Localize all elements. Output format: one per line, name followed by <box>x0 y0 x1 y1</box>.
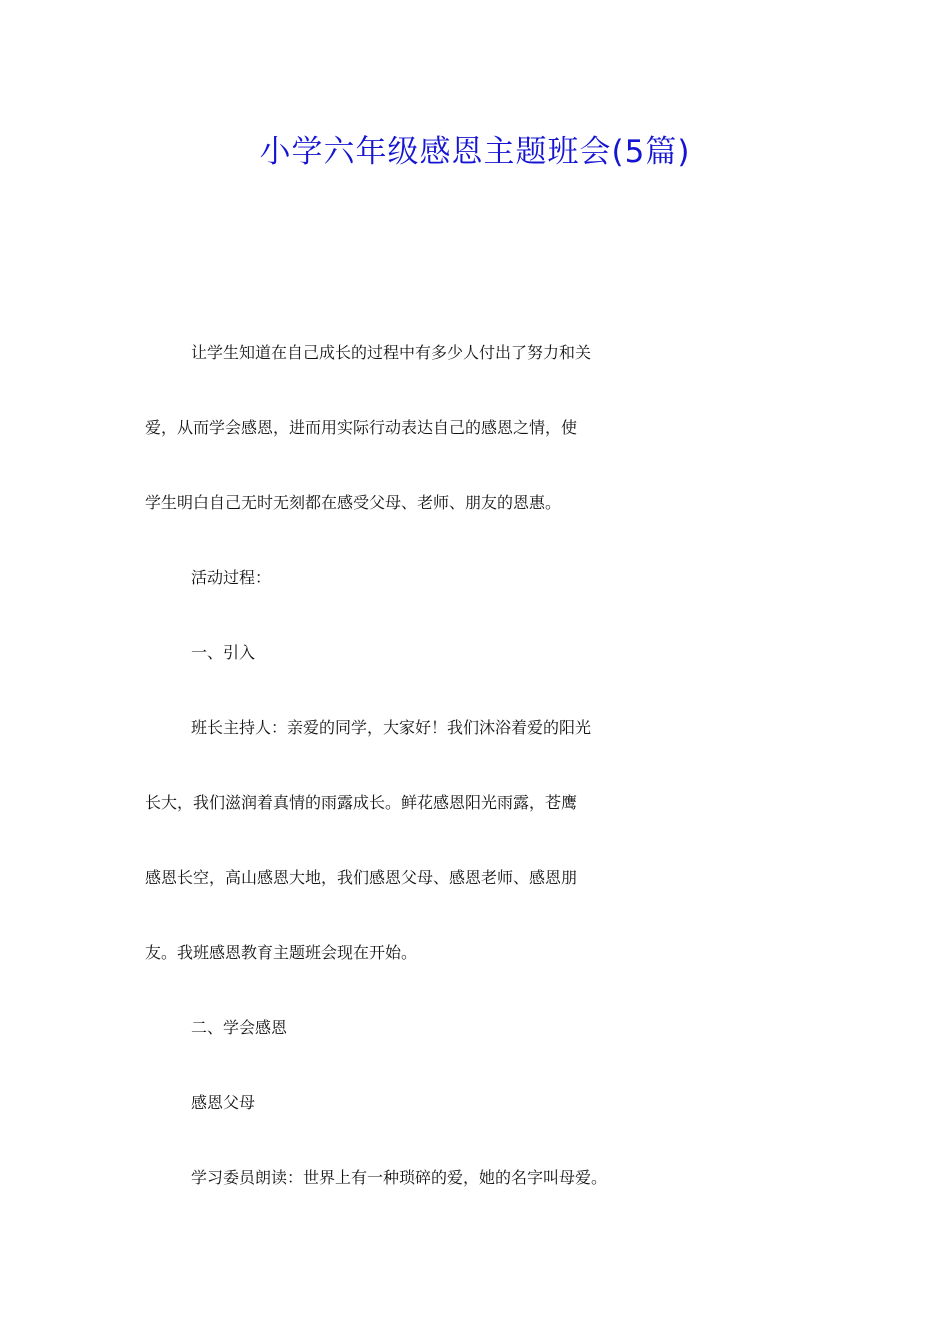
paragraph-line: 友。我班感恩教育主题班会现在开始。 <box>145 943 418 962</box>
paragraph-line: 长大，我们滋润着真情的雨露成长。鲜花感恩阳光雨露，苍鹰 <box>145 793 578 812</box>
document-body <box>145 340 820 1203</box>
paragraph-line: 班长主持人：亲爱的同学，大家好！我们沐浴着爱的阳光 <box>191 718 592 737</box>
paragraph-line: 学习委员朗读：世界上有一种琐碎的爱，她的名字叫母爱。 <box>191 1168 608 1187</box>
section-heading: 一、引入 <box>191 643 256 662</box>
paragraph-line: 学生明白自己无时无刻都在感受父母、老师、朋友的恩惠。 <box>145 493 562 512</box>
subsection-heading: 感恩父母 <box>191 1093 256 1112</box>
paragraph-line: 爱，从而学会感恩，进而用实际行动表达自己的感恩之情，使 <box>145 418 578 437</box>
document-title: 小学六年级感恩主题班会(5篇) <box>259 134 691 170</box>
section-heading: 二、学会感恩 <box>191 1018 288 1037</box>
paragraph-line: 让学生知道在自己成长的过程中有多少人付出了努力和关 <box>191 343 592 362</box>
paragraph-line: 感恩长空，高山感恩大地，我们感恩父母、感恩老师、感恩朋 <box>145 868 578 887</box>
section-label: 活动过程： <box>191 568 272 587</box>
